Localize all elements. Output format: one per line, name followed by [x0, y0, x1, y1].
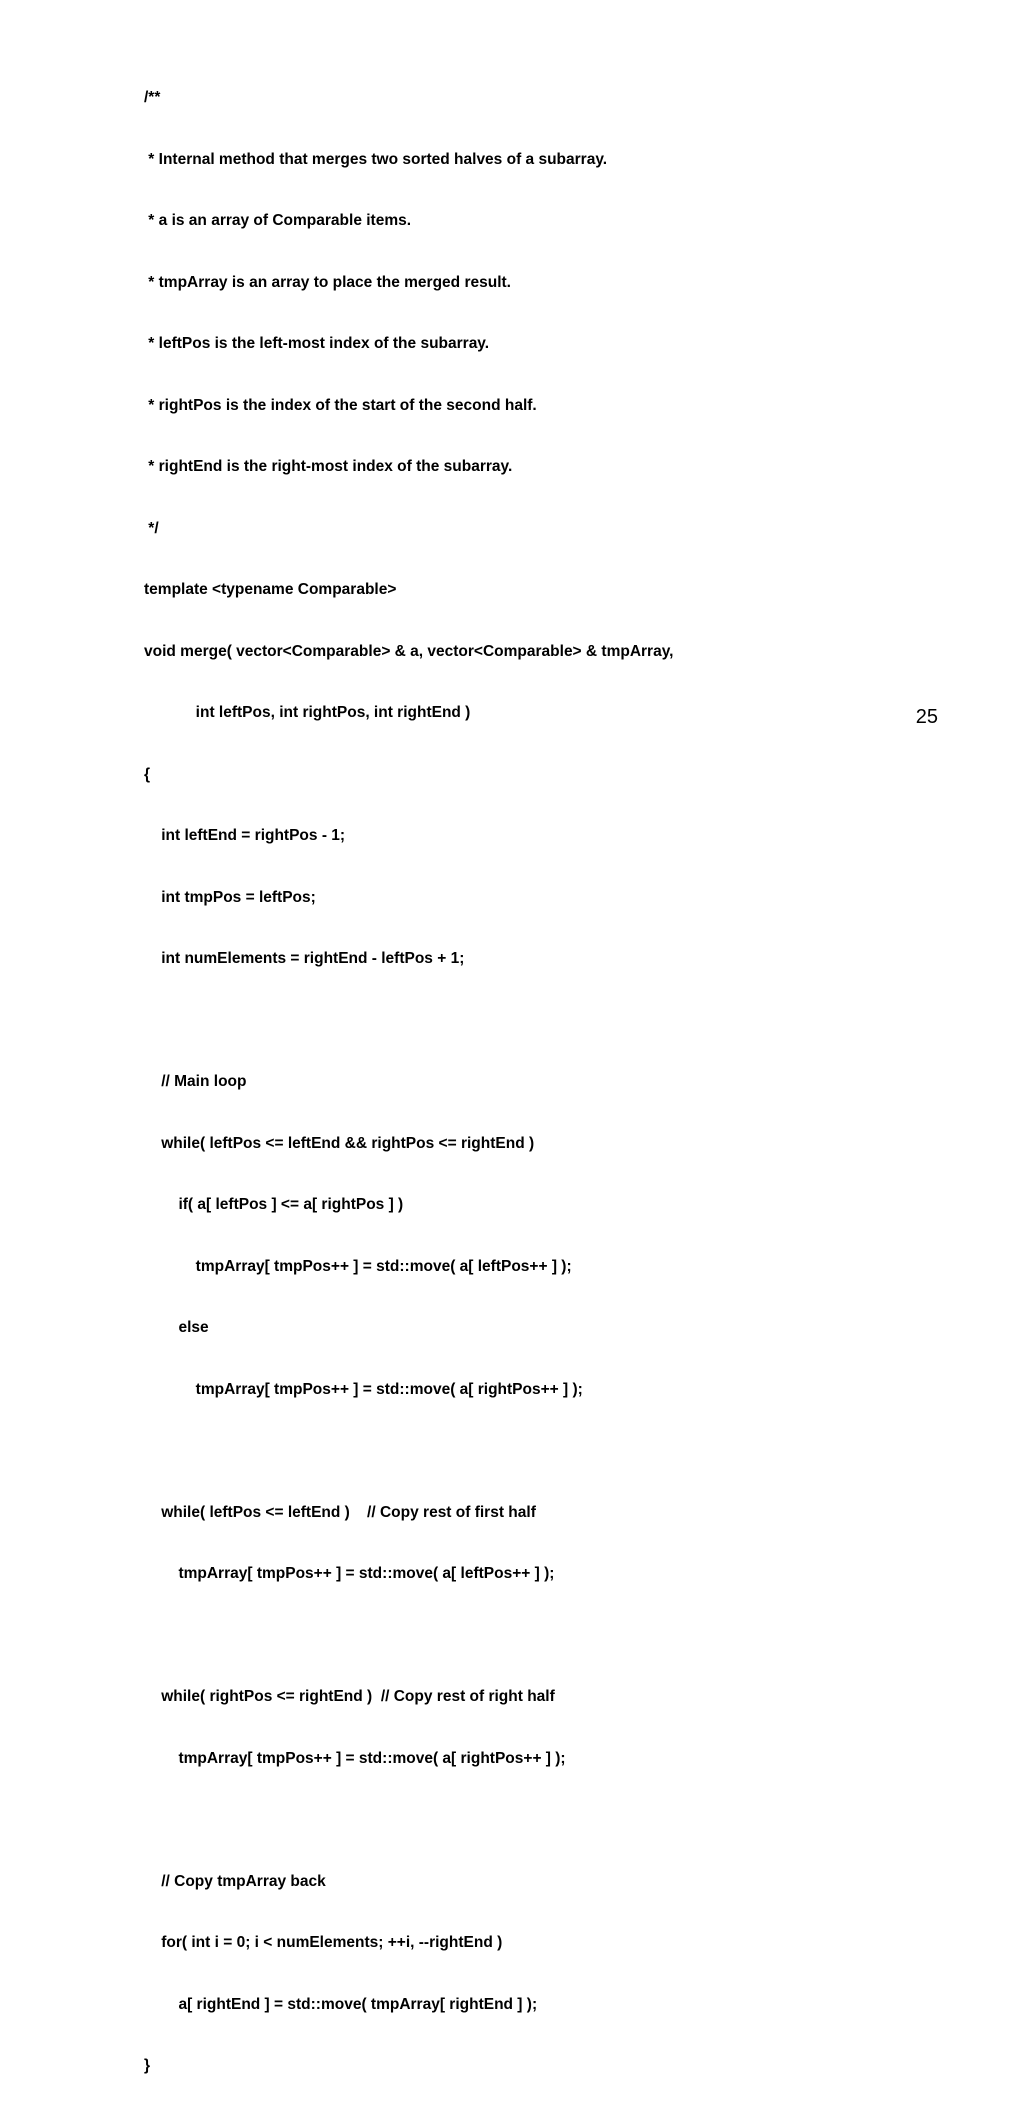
code-line: * Internal method that merges two sorted halves of a subarray. — [144, 150, 608, 168]
code-line: } — [144, 2057, 151, 2074]
page-number: 25 — [915, 706, 938, 728]
code-line: while( leftPos <= leftEnd ) // Copy rest of first half — [144, 1503, 536, 1521]
code-line: for( int i = 0; i < numElements; ++i, --rightEnd ) — [144, 1934, 503, 1951]
code-line: while( leftPos <= leftEnd && rightPos <= rightEnd ) — [144, 1134, 535, 1152]
code-line: * tmpArray is an array to place the merged result. — [144, 273, 511, 291]
code-line: // Copy tmpArray back — [144, 1872, 326, 1890]
code-line: while( rightPos <= rightEnd ) // Copy rest of right half — [144, 1688, 555, 1705]
code-line — [144, 1441, 964, 1462]
code-line: int leftPos, int rightPos, int rightEnd ) — [144, 704, 471, 721]
code-line: tmpArray[ tmpPos++ ] = std::move( a[ leftPos++ ] ); — [144, 1257, 572, 1275]
code-line: tmpArray[ tmpPos++ ] = std::move( a[ leftPos++ ] ); — [144, 1565, 555, 1582]
code-block — [144, 47, 964, 2118]
code-line — [144, 1011, 964, 1032]
code-line: { — [144, 765, 151, 783]
code-line: else — [144, 1319, 209, 1336]
code-line: // Main loop — [144, 1073, 247, 1090]
code-line: void merge( vector<Comparable> & a, vector<Comparable> & tmpArray, — [144, 642, 674, 660]
code-line: a[ rightEnd ] = std::move( tmpArray[ rightEnd ] ); — [144, 1995, 538, 2013]
code-line — [144, 1810, 964, 1831]
code-line: tmpArray[ tmpPos++ ] = std::move( a[ rightPos++ ] ); — [144, 1380, 583, 1398]
code-line: int leftEnd = rightPos - 1; — [144, 827, 346, 844]
code-line: if( a[ leftPos ] <= a[ rightPos ] ) — [144, 1196, 404, 1213]
code-line: template <typename Comparable> — [144, 581, 397, 598]
code-line — [144, 1626, 964, 1647]
code-line: int numElements = rightEnd - leftPos + 1; — [144, 950, 465, 967]
code-line: int tmpPos = leftPos; — [144, 888, 316, 906]
code-line: /** — [144, 89, 161, 106]
code-line: * rightEnd is the right-most index of the subarray. — [144, 458, 513, 475]
code-line: */ — [144, 519, 159, 537]
code-line: * leftPos is the left-most index of the subarray. — [144, 335, 490, 352]
code-line: * rightPos is the index of the start of the second half. — [144, 396, 537, 414]
code-line: tmpArray[ tmpPos++ ] = std::move( a[ rightPos++ ] ); — [144, 1749, 566, 1767]
code-line: * a is an array of Comparable items. — [144, 212, 412, 229]
